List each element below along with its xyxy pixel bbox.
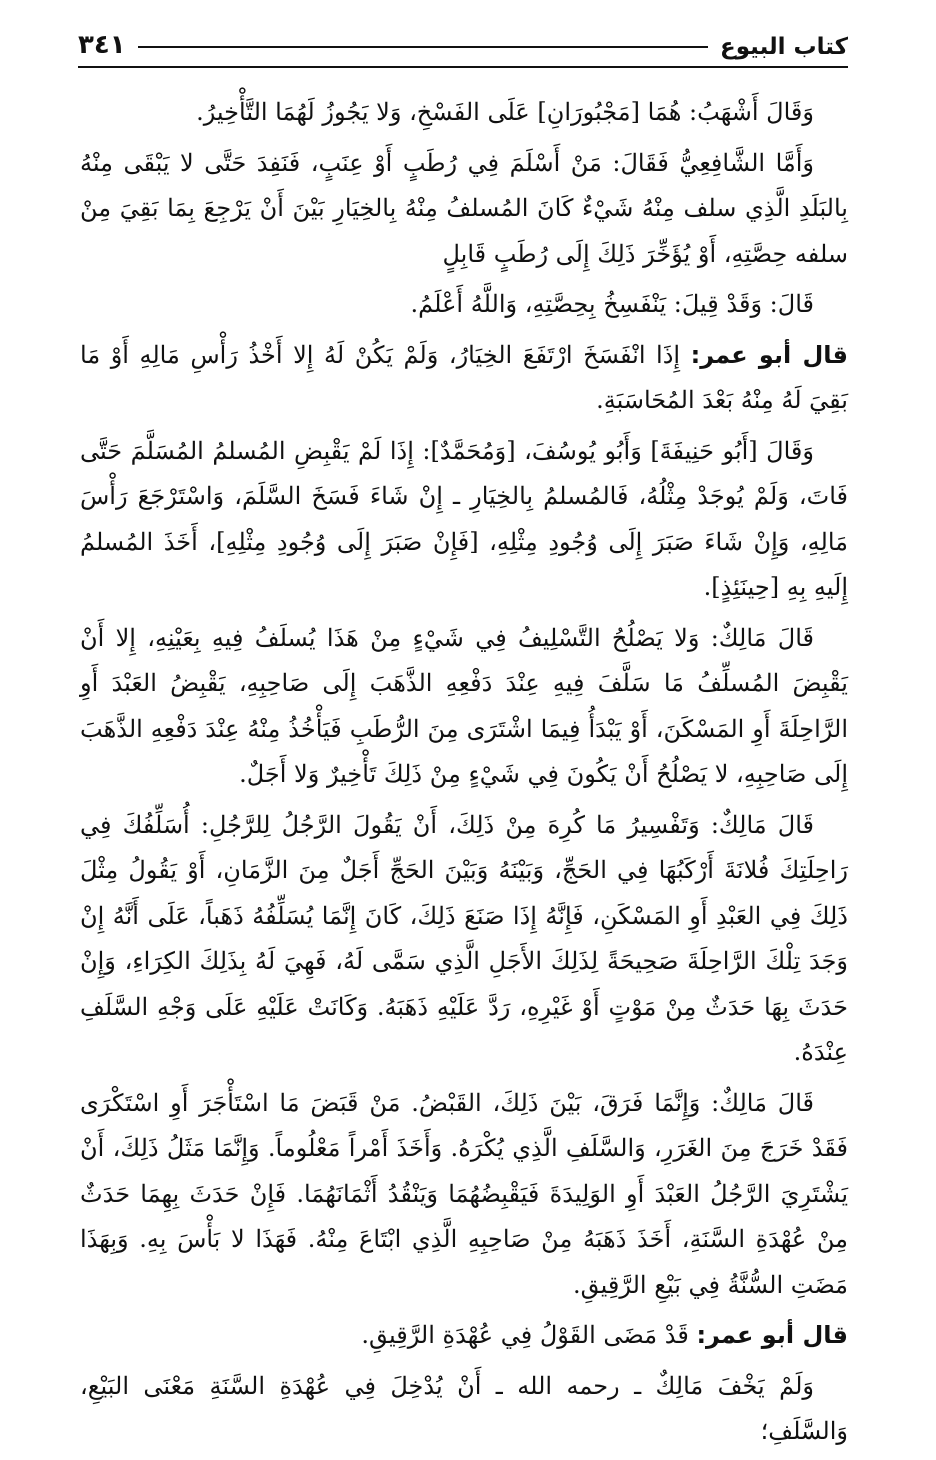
speaker-label: قال أبو عمر: (690, 340, 849, 369)
page-body (80, 90, 848, 1460)
paragraph-malik-3 (80, 1081, 848, 1309)
paragraph-text: قَدْ مَضَى القَوْلُ فِي عُهْدَةِ الرَّقِيقِ. (361, 1321, 689, 1349)
paragraph-text: وَقَالَ [أَبُو حَنِيفَةَ] وَأَبُو يُوسُفَ، [وَمُحَمَّدٌ]: إِذَا لَمْ يَقْبِضِ المُسلمُ المُسَلَّمَ حَتَّى فَاتَ، وَلَمْ يُوجَدْ مِثْلُهُ، فَالمُسلمُ بِالخِيَارِ ـ إِنْ شَاءَ فَسَخَ السَّلَمَ، وَاسْتَرْجَعَ رَأْسَ مَالِهِ، وَإِنْ شَاءَ صَبَرَ إِلَى وُجُودِ مِثْلِهِ، [فَإِنْ صَبَرَ إِلَى وُجُودِ مِثْلِهِ]، أَخَذَ المُسلمُ إِلَيهِ بِهِ [حِينَئِذٍ]. (80, 436, 849, 601)
paragraph-lam-yakhfa (80, 1364, 848, 1455)
book-section-title: كتاب البيوع (720, 34, 848, 60)
running-header (78, 26, 848, 68)
paragraph-malik-1 (80, 616, 848, 798)
paragraph-text: وَلَمْ يَخْفَ مَالِكٌ ـ رحمه الله ـ أَنْ يُدْخِلَ فِي عُهْدَةِ السَّنَةِ مَعْنَى البَيْعِ، وَالسَّلَفِ؛ (80, 1371, 848, 1445)
header-divider (138, 46, 708, 48)
paragraph-text: قَالَ مَالِكٌ: وَتَفْسِيرُ مَا كُرِهَ مِنْ ذَلِكَ، أَنْ يَقُولَ الرَّجُلُ لِلرَّجُلِ: أُسَلِّفُكَ فِي رَاحِلَتِكَ فُلانَةَ أَرْكَبُهَا فِي الحَجِّ، وَبَيْنَهُ وَبَيْنَ الحَجِّ أَجَلٌ مِنَ الزَّمَانِ، أَوْ يَقُولُ مِثْلَ ذَلِكَ فِي العَبْدِ أَوِ المَسْكَنِ، فَإِنَّهُ إِذَا صَنَعَ ذَلِكَ، كَانَ إِنَّمَا يُسَلِّفُهُ ذَهَباً، عَلَى أَنَّهُ إِنْ وَجَدَ تِلْكَ الرَّاحِلَةَ صَحِيحَةً لِذَلِكَ الأَجَلِ الَّذِي سَمَّى لَهُ، فَهِيَ لَهُ بِذَلِكَ الكِرَاءِ، وَإِنْ حَدَثَ بِهَا حَدَثٌ مِنْ مَوْتٍ أَوْ غَيْرِهِ، رَدَّ عَلَيْهِ ذَهَبَهُ. وَكَانَتْ عَلَيْهِ عَلَى وَجْهِ السَّلَفِ عِنْدَهُ. (80, 810, 848, 1066)
paragraph-qala-qila (80, 282, 848, 328)
paragraph-text: قَالَ: وَقَدْ قِيلَ: يَنْفَسِخُ بِحِصَّتِهِ، وَاللَّهُ أَعْلَمُ. (410, 290, 814, 318)
paragraph-abu-umar-1 (80, 333, 848, 424)
paragraph-malik-2 (80, 803, 848, 1076)
paragraph-abu-umar-2 (80, 1313, 848, 1359)
paragraph-abu-hanifa (80, 429, 848, 611)
paragraph-text: قَالَ مَالِكٌ: وَلا يَصْلُحُ التَّسْلِيفُ فِي شَيْءٍ مِنْ هَذَا يُسلَفُ فِيهِ بِعَيْنِهِ، إِلا أَنْ يَقْبِضَ المُسلِّفُ مَا سَلَّفَ فِيهِ عِنْدَ دَفْعِهِ الذَّهَبَ إِلَى صَاحِبِهِ، يَقْبِضُ العَبْدَ أَوِ الرَّاحِلَةَ أَوِ المَسْكَنَ، أَوْ يَبْدَأُ فِيمَا اشْتَرَى مِنَ الرُّطَبِ فَيَأْخُذُ مِنْهُ عِنْدَ دَفْعِهِ الذَّهَبَ إِلَى صَاحِبِهِ، لا يَصْلُحُ أَنْ يَكُونَ فِي شَيْءٍ مِنْ ذَلِكَ تَأْخِيرٌ وَلا أَجَلٌ. (80, 623, 848, 788)
paragraph-text: قَالَ مَالِكٌ: وَإِنَّمَا فَرَقَ، بَيْنَ ذَلِكَ، القَبْضُ. مَنْ قَبَضَ مَا اسْتَأْجَرَ أَوِ اسْتَكْرَى فَقَدْ خَرَجَ مِنَ الغَرَرِ، وَالسَّلَفِ الَّذِي يُكْرَهُ. وَأَخَذَ أَمْراً مَعْلُوماً. وَإِنَّمَا مَثَلُ ذَلِكَ، أَنْ يَشْتَرِيَ الرَّجُلُ العَبْدَ أَوِ الوَلِيدَةَ فَيَقْبِضُهُمَا وَيَنْقُدُ أَثْمَانَهُمَا. فَإِنْ حَدَثَ بِهِمَا حَدَثٌ مِنْ عُهْدَةِ السَّنَةِ، أَخَذَ ذَهَبَهُ مِنْ صَاحِبِهِ الَّذِي ابْتَاعَ مِنْهُ. فَهَذَا لا بَأْسَ بِهِ. وَبِهَذَا مَضَتِ السُّنَّةُ فِي بَيْعِ الرَّقِيقِ. (80, 1088, 848, 1299)
speaker-label: قال أبو عمر: (696, 1321, 848, 1349)
paragraph-text: إِذَا انْفَسَخَ ارْتَفَعَ الخِيَارُ، وَلَمْ يَكُنْ لَهُ إِلا أَخْذُ رَأْسِ مَالِهِ أَوْ مَا بَقِيَ لَهُ مِنْهُ بَعْدَ المُحَاسَبَةِ. (80, 340, 848, 414)
paragraph-text: وَأَمَّا الشَّافِعِيُّ فَقَالَ: مَنْ أَسْلَمَ فِي رُطَبٍ أَوْ عِنَبٍ، فَنَفِدَ حَتَّى لا يَبْقَى مِنْهُ بِالبَلَدِ الَّذِي سلف مِنْهُ شَيْءٌ كَانَ المُسلفُ مِنْهُ بِالخِيَارِ بَيْنَ أَنْ يَرْجِعَ بِمَا بَقِيَ مِنْ سلفه حِصَّتِهِ، أَوْ يُؤَخِّرَ ذَلِكَ إِلَى رُطَبٍ قَابِلٍ (80, 148, 848, 268)
paragraph-shafii (80, 141, 848, 278)
page-number: ٣٤١ (78, 30, 126, 60)
paragraph-text: وَقَالَ أَشْهَبُ: هُمَا [مَجْبُورَانِ] عَلَى الفَسْخِ، وَلا يَجُوزُ لَهُمَا التَّأْخِيرُ. (196, 98, 814, 126)
paragraph-ashhab (80, 90, 848, 136)
